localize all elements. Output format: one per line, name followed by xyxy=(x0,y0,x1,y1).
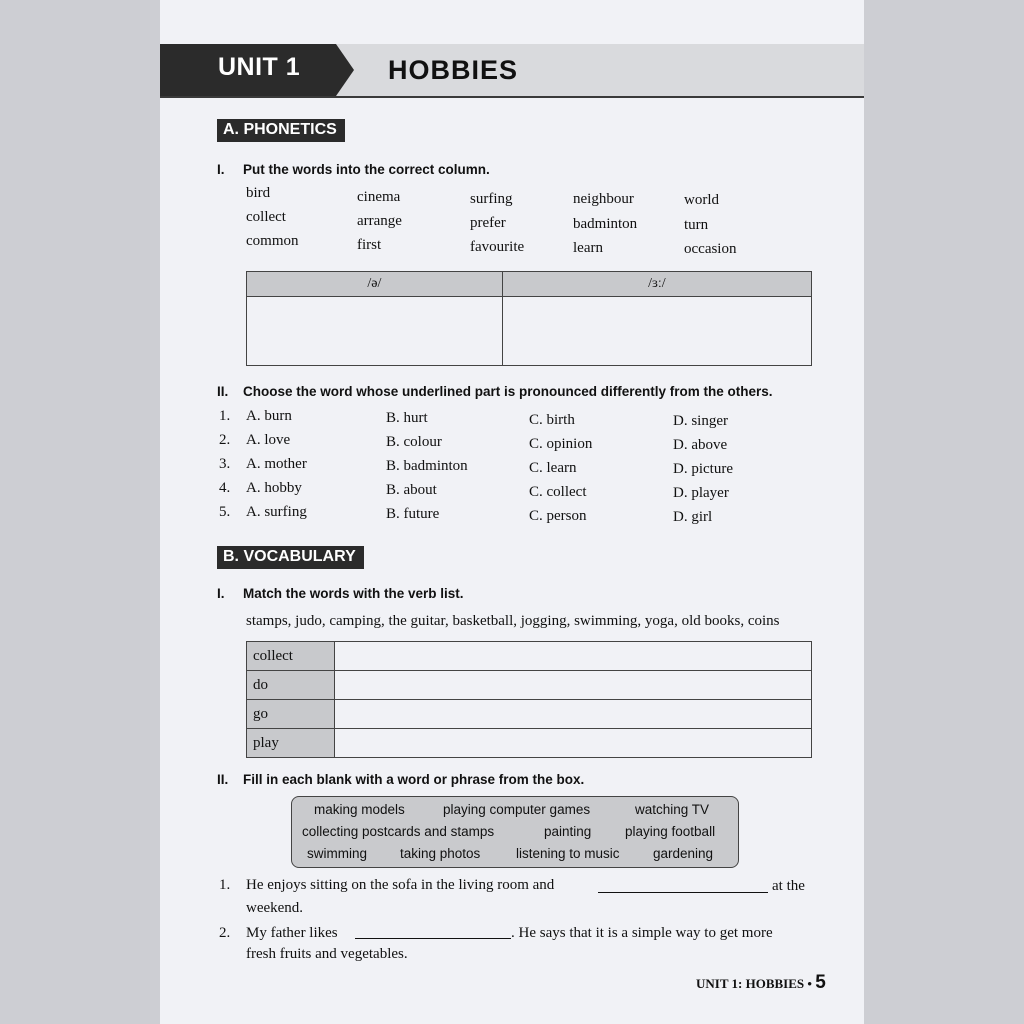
word: arrange xyxy=(357,213,402,229)
option-b: B. badminton xyxy=(386,458,468,474)
word: turn xyxy=(684,217,709,233)
option-a: A. surfing xyxy=(246,504,307,520)
phrase: listening to music xyxy=(516,846,620,861)
verb-table xyxy=(246,641,812,758)
instruction-phonetics-2 xyxy=(217,384,773,399)
answer-cell xyxy=(335,642,812,671)
verb-label: collect xyxy=(247,642,335,671)
section-tag-vocabulary: B. VOCABULARY xyxy=(217,546,364,569)
option-d: D. singer xyxy=(673,413,728,429)
book-page xyxy=(160,0,864,1024)
phrase: swimming xyxy=(307,846,368,861)
option-c: C. birth xyxy=(529,412,575,428)
phrase: playing football xyxy=(625,824,716,839)
option-a: A. burn xyxy=(246,408,292,424)
option-d: D. girl xyxy=(673,509,713,525)
option-b: B. hurt xyxy=(386,410,428,426)
answer-cell xyxy=(247,297,503,366)
column-header-er: /ɜː/ xyxy=(502,272,811,297)
word: first xyxy=(357,237,382,253)
answer-blank[interactable] xyxy=(355,938,511,939)
option-d: D. above xyxy=(673,437,728,453)
sentence-text: fresh fruits and vegetables. xyxy=(246,946,408,962)
verb-label: play xyxy=(247,729,335,758)
option-b: B. future xyxy=(386,506,440,522)
sentence-text: My father likes xyxy=(246,925,338,941)
answer-cell xyxy=(335,671,812,700)
banner-arrow xyxy=(336,44,354,96)
phrase: playing computer games xyxy=(443,802,591,817)
instruction-number: I. xyxy=(217,586,225,601)
footer-label: UNIT 1: HOBBIES • xyxy=(696,976,812,991)
word: badminton xyxy=(573,216,638,232)
option-a: A. love xyxy=(246,432,291,448)
page-number: 5 xyxy=(815,972,826,993)
word: common xyxy=(246,233,299,249)
answer-blank[interactable] xyxy=(598,892,768,893)
word-list: stamps, judo, camping, the guitar, basketball, jogging, swimming, yoga, old books, coins xyxy=(246,613,780,629)
phrase: collecting postcards and stamps xyxy=(302,824,495,839)
instruction-number: II. xyxy=(217,772,229,787)
option-c: C. collect xyxy=(529,484,587,500)
column-header-schwa: /ə/ xyxy=(247,272,503,297)
instruction-vocabulary-2 xyxy=(217,772,584,787)
instruction-text: Choose the word whose underlined part is pronounced differently from the others. xyxy=(243,384,773,399)
question-number: 2. xyxy=(219,432,231,448)
word: occasion xyxy=(684,241,737,257)
sentence-number: 1. xyxy=(219,877,231,893)
unit-label: UNIT 1 xyxy=(218,53,301,81)
verb-label: do xyxy=(247,671,335,700)
answer-cell xyxy=(502,297,811,366)
word: collect xyxy=(246,209,286,225)
page-footer xyxy=(696,972,826,994)
question-number: 3. xyxy=(219,456,231,472)
sentence-text: at the xyxy=(772,878,805,894)
section-tag-phonetics: A. PHONETICS xyxy=(217,119,345,142)
question-number: 5. xyxy=(219,504,231,520)
sentence-number: 2. xyxy=(219,925,231,941)
phrase: gardening xyxy=(653,846,714,861)
answer-cell xyxy=(335,700,812,729)
word: world xyxy=(684,192,719,208)
option-c: C. opinion xyxy=(529,436,593,452)
phrase-box xyxy=(291,796,739,868)
instruction-vocabulary-1 xyxy=(217,586,464,601)
phrase: making models xyxy=(314,802,405,817)
word: surfing xyxy=(470,191,513,207)
phonetics-table xyxy=(246,271,812,366)
word: cinema xyxy=(357,189,401,205)
verb-label: go xyxy=(247,700,335,729)
word: favourite xyxy=(470,239,525,255)
phrase: taking photos xyxy=(400,846,481,861)
instruction-text: Fill in each blank with a word or phrase from the box. xyxy=(243,772,585,787)
word: prefer xyxy=(470,215,506,231)
instruction-phonetics-1 xyxy=(217,162,490,177)
sentence-text: weekend. xyxy=(246,900,304,916)
option-a: A. mother xyxy=(246,456,307,472)
option-c: C. person xyxy=(529,508,587,524)
question-number: 4. xyxy=(219,480,231,496)
instruction-number: II. xyxy=(217,384,229,399)
instruction-text: Put the words into the correct column. xyxy=(243,162,490,177)
option-b: B. colour xyxy=(386,434,442,450)
sentence-text: . He says that it is a simple way to get more xyxy=(511,925,773,941)
option-b: B. about xyxy=(386,482,437,498)
phrase: watching TV xyxy=(635,802,710,817)
instruction-text: Match the words with the verb list. xyxy=(243,586,464,601)
sentence-text: He enjoys sitting on the sofa in the living room and xyxy=(246,877,555,893)
option-d: D. player xyxy=(673,485,729,501)
option-d: D. picture xyxy=(673,461,733,477)
phrase: painting xyxy=(544,824,592,839)
question-number: 1. xyxy=(219,408,231,424)
unit-label-box xyxy=(160,44,336,96)
instruction-number: I. xyxy=(217,162,225,177)
answer-cell xyxy=(335,729,812,758)
unit-title: HOBBIES xyxy=(388,55,519,85)
unit-banner xyxy=(160,44,864,98)
word: learn xyxy=(573,240,603,256)
word: neighbour xyxy=(573,191,634,207)
option-a: A. hobby xyxy=(246,480,302,496)
word: bird xyxy=(246,185,271,201)
option-c: C. learn xyxy=(529,460,577,476)
